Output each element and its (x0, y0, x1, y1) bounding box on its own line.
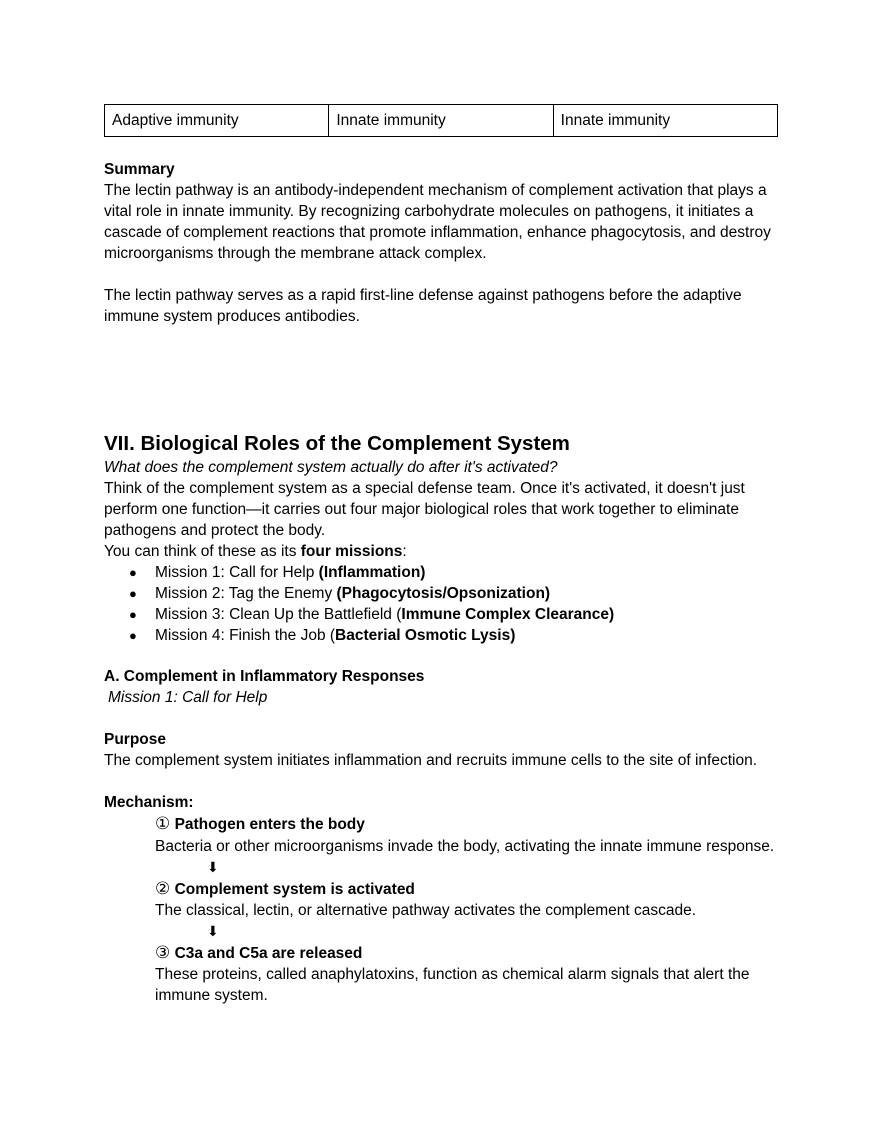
purpose-text: The complement system initiates inflammation and recruits immune cells to the site of infection. (104, 752, 757, 769)
summary-paragraph-1: The lectin pathway is an antibody-independent mechanism of complement activation that plays a vital role in innate immunity. By recognizing carbohydrate molecules on pathogens, it initiates a cascade of complement reactions that promote inflammation, enhance phagocytosis, and destroy microorganisms through the membrane attack complex. (104, 182, 771, 262)
step-title: C3a and C5a are released (174, 945, 363, 962)
comparison-table-row (104, 104, 778, 137)
section-7-title: VII. Biological Roles of the Complement System (104, 432, 570, 455)
step-1-text: Bacteria or other microorganisms invade the body, activating the innate immune response. (155, 838, 775, 855)
step-marker: ② (155, 879, 171, 898)
summary-block (104, 159, 779, 327)
blank-line (104, 708, 779, 729)
section-a-title: A. Complement in Inflammatory Responses (104, 668, 425, 685)
mission-text: Mission 3: Clean Up the Battlefield ( (155, 606, 402, 623)
section-7-subtitle: What does the complement system actually do after it's activated? (104, 459, 558, 476)
mission-bold: (Inflammation) (318, 564, 426, 581)
list-item (104, 562, 779, 583)
mission-text: Mission 2: Tag the Enemy (155, 585, 337, 602)
mission-bold: Immune Complex Clearance) (401, 606, 615, 623)
missions-list (104, 562, 779, 646)
missions-lead (104, 541, 779, 562)
arrow-down-icon: ⬇ (207, 859, 219, 875)
purpose-heading: Purpose (104, 731, 167, 748)
missions-lead-pre: You can think of these as its (104, 543, 301, 560)
summary-paragraph-2: The lectin pathway serves as a rapid first-line defense against pathogens before the adaptive immune system produces antibodies. (104, 287, 742, 325)
mission-bold: Bacterial Osmotic Lysis) (335, 627, 516, 644)
section-a-subtitle: Mission 1: Call for Help (108, 689, 268, 706)
step-title: Complement system is activated (174, 881, 415, 898)
step-marker: ③ (155, 943, 171, 962)
list-item (104, 583, 779, 604)
list-item (104, 625, 779, 646)
bullet-icon: ● (129, 628, 137, 643)
section-7-intro: Think of the complement system as a special defense team. Once it's activated, it doesn't just perform one function—it carries out four major biological roles that work together to eliminate pathogens and protect the body. (104, 480, 745, 539)
bullet-icon: ● (129, 586, 137, 601)
step-2-text: The classical, lectin, or alternative pathway activates the complement cascade. (155, 902, 697, 919)
mechanism-heading: Mechanism: (104, 794, 194, 811)
table-cell-2: Innate immunity (329, 105, 553, 137)
mission-text: Mission 4: Finish the Job ( (155, 627, 336, 644)
step-3-title (155, 942, 780, 964)
missions-lead-post: : (402, 543, 407, 560)
step-3-text: These proteins, called anaphylatoxins, function as chemical alarm signals that alert the immune system. (155, 966, 750, 1004)
arrow-down-icon: ⬇ (207, 923, 219, 939)
step-1-title (155, 813, 780, 836)
section-7 (104, 431, 779, 646)
step-2-title (155, 878, 780, 900)
bullet-icon: ● (129, 607, 137, 622)
list-item (104, 604, 779, 625)
mission-bold: (Phagocytosis/Opsonization) (336, 585, 551, 602)
mission-text: Mission 1: Call for Help (155, 564, 319, 581)
mechanism-steps (155, 813, 780, 1006)
summary-heading: Summary (104, 161, 175, 178)
bullet-icon: ● (129, 565, 137, 580)
missions-lead-bold: four missions (300, 543, 403, 560)
table-row (105, 105, 778, 137)
step-marker: ① (155, 814, 171, 833)
step-title: Pathogen enters the body (174, 816, 365, 833)
section-a (104, 666, 779, 813)
table-cell-1: Adaptive immunity (105, 105, 329, 137)
table-cell-3: Innate immunity (553, 105, 777, 137)
blank-line (104, 264, 779, 285)
blank-line (104, 771, 779, 792)
